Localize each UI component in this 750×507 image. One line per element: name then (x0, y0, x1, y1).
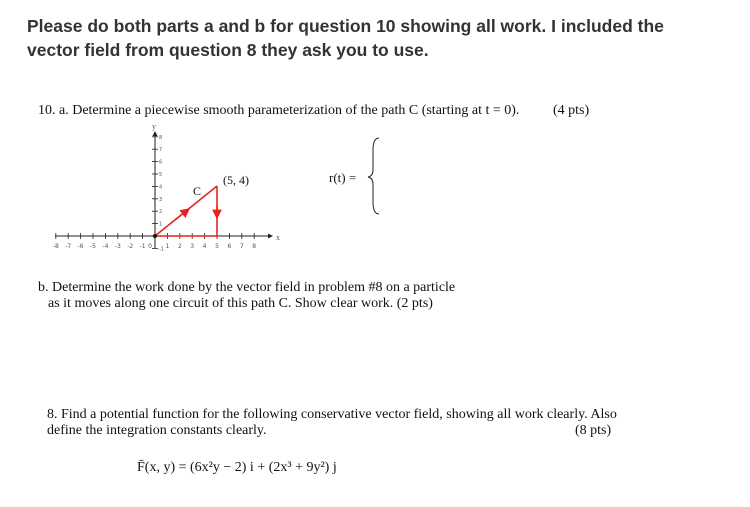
x-tick-label: -8 (52, 243, 59, 250)
piecewise-brace (368, 138, 379, 214)
x-tick-label: -7 (65, 243, 72, 250)
q8-line-2: define the integration constants clearly. (47, 423, 267, 438)
direction-arrow-diagonal (175, 209, 189, 220)
y-tick-label: 8 (159, 134, 163, 141)
origin-point (153, 234, 157, 238)
y-tick-label: -1 (159, 246, 164, 253)
q10a-points: (4 pts) (553, 103, 590, 118)
y-tick-label: 3 (159, 196, 163, 203)
q10b-line-1: b. Determine the work done by the vector field in problem #8 on a particle (38, 280, 456, 295)
q8-points: (8 pts) (575, 423, 612, 438)
q10a-prompt: 10. a. Determine a piecewise smooth parameterization of the path C (starting at t = 0). (38, 103, 520, 118)
x-tick-label: 1 (165, 243, 170, 250)
x-tick-label: 0 (148, 243, 152, 250)
y-tick-label: 7 (159, 147, 163, 154)
x-tick-label: 7 (239, 243, 244, 250)
header-line-2: vector field from question 8 they ask you to use. (27, 40, 429, 60)
x-tick-label: -5 (90, 243, 96, 250)
x-tick-label: 4 (202, 243, 207, 250)
y-tick-label: 4 (159, 184, 163, 191)
x-tick-label: 8 (252, 243, 257, 250)
rt-label: r(t) = (329, 170, 357, 185)
vector-field-formula: F̄(x, y) = (6x²y − 2) i + (2x³ + 9y²) j (137, 460, 337, 475)
x-tick-label: 3 (190, 243, 195, 250)
y-axis-label: y (152, 122, 156, 131)
x-tick-label: 5 (215, 243, 219, 250)
q8-prompt (47, 407, 617, 439)
q8-line-1: 8. Find a potential function for the following conservative vector field, showing all work clearly. Also (47, 407, 617, 422)
y-tick-label: 6 (159, 159, 163, 166)
point-label: (5, 4) (223, 173, 249, 187)
x-axis-label: x (276, 233, 280, 242)
x-tick-label: -2 (127, 243, 134, 250)
curve-label: C (193, 184, 202, 198)
y-tick-label: 2 (159, 209, 163, 216)
x-tick-label: -3 (114, 243, 121, 250)
x-tick-label: -4 (102, 243, 109, 250)
header-line-1: Please do both parts a and b for question 10 showing all work. I included the (27, 16, 664, 36)
q10b-line-2: as it moves along one circuit of this path C. Show clear work. (2 pts) (48, 296, 433, 311)
x-tick-label: 6 (227, 243, 232, 250)
x-tick-label: -6 (77, 243, 84, 250)
y-tick-label: 5 (159, 172, 163, 178)
x-tick-label: 2 (177, 243, 182, 250)
q10b-prompt (38, 280, 455, 312)
x-tick-label: -1 (139, 243, 146, 250)
y-tick-label: 1 (159, 221, 163, 228)
